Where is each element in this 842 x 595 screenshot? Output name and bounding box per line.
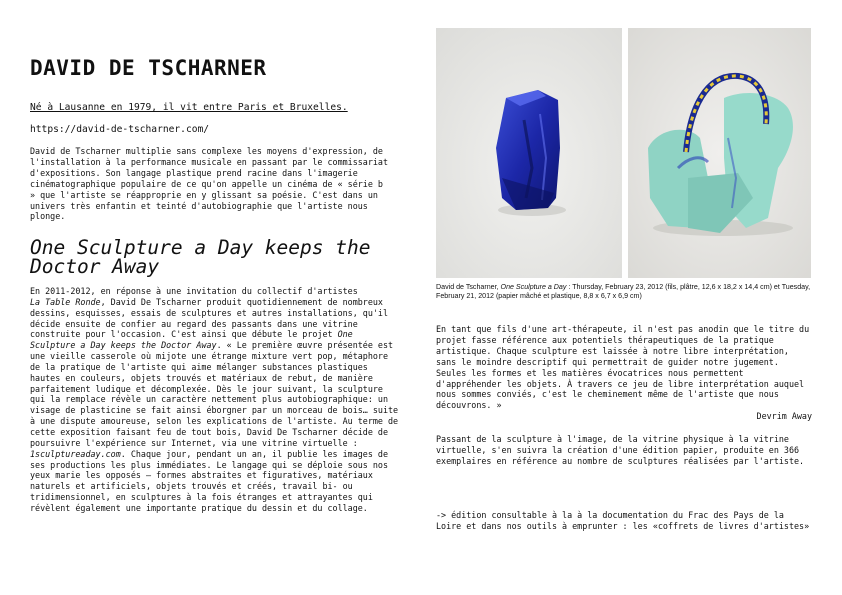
- caption-title: One Sculpture a Day: [500, 283, 567, 291]
- project-website-inline: 1sculptureaday.com: [30, 448, 121, 459]
- quote-paragraph: En tant que fils d'une art-thérapeute, il n'est pas anodin que le titre du projet fasse référence aux potentiels thérapeutiques de la pratique artistique. Chaque sculpture est laissée à notre libre interprétation, sans le moindre descriptif qui permettrait de guider notre jugement. Seules les formes et les matières évocatrices nous permettent d'appréhender les objets. À travers ce jeu de libre interprétation auquel nous sommes conviés, c'est le cheminement même de l'artiste que nous découvrons. »: [436, 324, 810, 411]
- blue-sculpture-photo: [436, 28, 622, 278]
- artist-website-link[interactable]: https://david-de-tscharner.com/: [30, 124, 210, 135]
- artist-bio: David de Tscharner multiplie sans complexe les moyens d'expression, de l'installation à la performance musicale en passant par le commissariat d'expositions. Son langage plastique prend racine dans l'imagerie cinématographique populaire de ce qu'on appelle un cinéma de « série b » que l'artiste se réapproprie en y glissant sa poésie. C'est dans un univers très enfantin et teinté d'autobiographie que l'artiste nous plonge.: [30, 146, 388, 222]
- section-heading: One Sculpture a Day keeps the Doctor Away: [30, 236, 371, 278]
- caption-details: : Thursday, February 23, 2012 (fils, plâtre, 12,6 x 18,2 x 14,4 cm) et Tuesday, February 21, 2012 (papier mâché et plastique, 8,8 x 6,7 x 6,9 cm): [436, 283, 811, 301]
- project-text-2: , David De Tscharner produit quotidiennement de nombreux dessins, esquisses, essais de sculptures et autres installations, qu'il décide ensuite de confier au regard des passants dans une vitrine construite pour l'occasion. C'est ainsi que débute le projet: [30, 296, 388, 340]
- caption-prefix: David de Tscharner,: [436, 283, 501, 291]
- photo-caption: [436, 283, 812, 302]
- project-text-4: . Chaque jour, pendant un an, il publie les images de ses productions les plus immédiates. Le langage qui se déploie sous nos yeux marie les opposés – formes abstraites et figuratives, matériaux naturels et artificiels, objets trouvés et créés, travail bi- ou tridimensionnel, en sculptures à la fois étranges et attrayantes qui révèlent également une importante pratique du dessin et du collage.: [30, 448, 389, 513]
- documentation-note: -> édition consultable à la à la documentation du Frac des Pays de la Loire et dans nos outils à emprunter : les «coffrets de livres d'artistes»: [436, 510, 810, 531]
- edition-paragraph: Passant de la sculpture à l'image, de la vitrine physique à la vitrine virtuelle, s'en suivra la création d'une édition papier, produite en 366 exemplaires en référence au nombre de sculptures réalisées par l'artiste.: [436, 434, 805, 466]
- turquoise-sculpture-photo: [628, 28, 811, 278]
- page-title: DAVID DE TSCHARNER: [30, 56, 267, 80]
- project-description: [30, 286, 400, 514]
- project-title-inline: One Sculpture a Day keeps the Doctor Away: [30, 329, 353, 351]
- artist-intro-line: Né à Lausanne en 1979, il vit entre Paris et Bruxelles.: [30, 102, 348, 113]
- collective-name: La Table Ronde: [30, 296, 101, 307]
- quote-author: Devrim Away: [756, 411, 812, 421]
- project-text-1: En 2011-2012, en réponse à une invitation du collectif d'artistes: [30, 286, 358, 296]
- project-text-3: . « Le première œuvre présentée est une vieille casserole où mijote une étrange mixture vert pop, métaphore de la pratique de l'artiste qui aime mélanger substances plastiques hautes en couleurs, objets trouvés et matériaux de rebut, de manière parfaitement ludique et décomplexée. Dès le jour suivant, la sculpture qui la remplace révèle un caractère nettement plus autobiographique: un visage de plasticine se fait ainsi éborgner par un morceau de bois… suite à une dispute amoureuse, selon les explications de l'artiste. Au terme de cette exposition faisant feu de tout bois, David De Tscharner décide de poursuivre l'expérience sur Internet, via une vitrine virtuelle :: [30, 340, 399, 448]
